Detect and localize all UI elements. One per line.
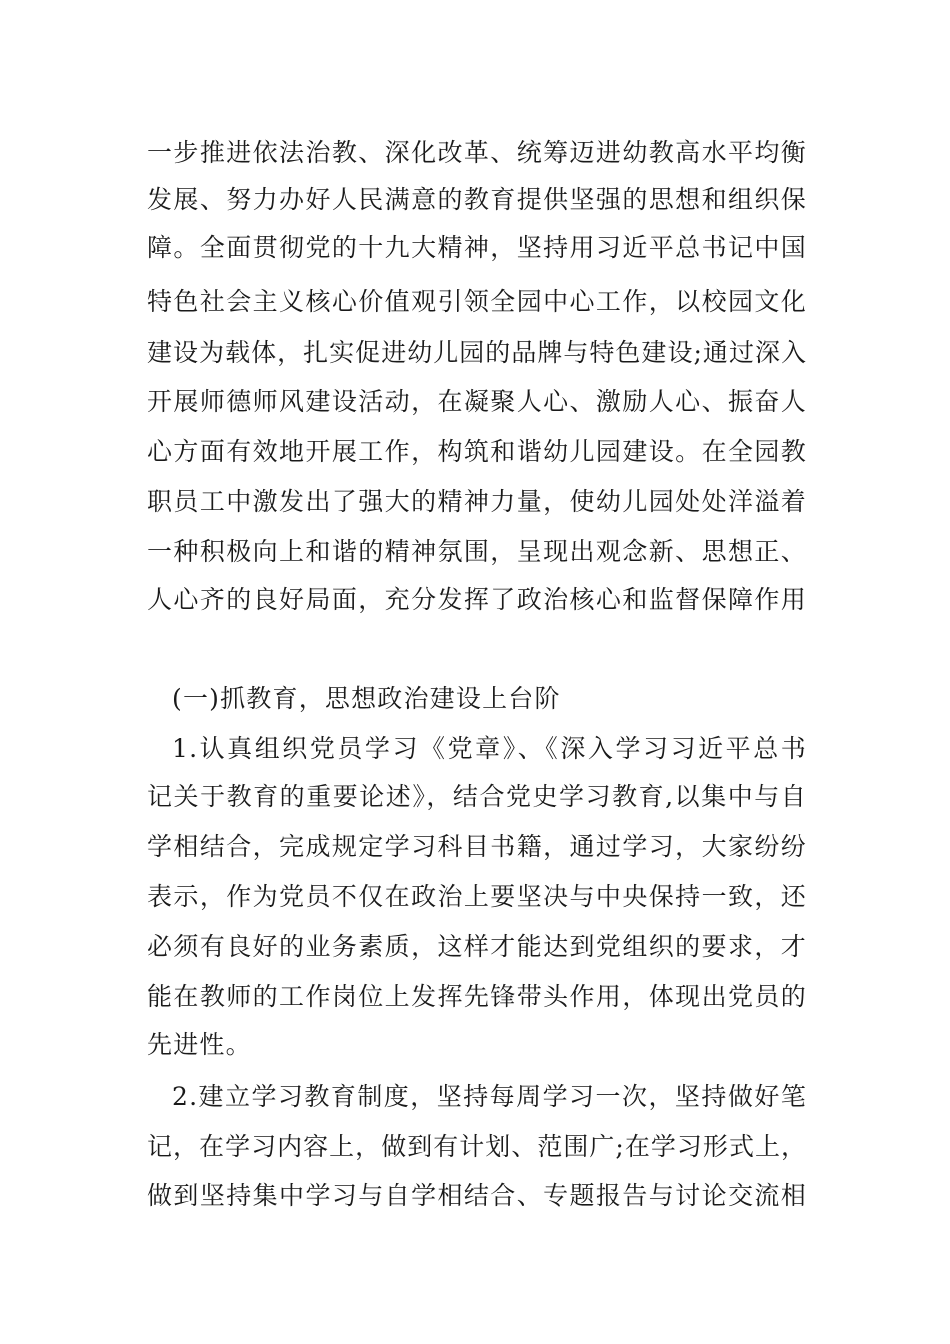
paragraph-line: 发展、努力办好人民满意的教育提供坚强的思想和组织保 [147,185,807,214]
paragraph-line: 心方面有效地开展工作，构筑和谐幼儿园建设。在全园教 [147,437,807,466]
paragraph-line: 能在教师的工作岗位上发挥先锋带头作用，体现出党员的 [147,982,807,1011]
paragraph-line: 先进性。 [147,1030,252,1059]
paragraph-line: 特色社会主义核心价值观引领全园中心工作，以校园文化 [147,287,807,316]
paragraph-line: 开展师德师风建设活动，在凝聚人心、激励人心、振奋人 [147,387,807,416]
paragraph-line: 建设为载体，扎实促进幼儿园的品牌与特色建设;通过深入 [147,338,807,367]
paragraph-line: 障。全面贯彻党的十九大精神，坚持用习近平总书记中国 [147,233,807,262]
paragraph-line: 必须有良好的业务素质，这样才能达到党组织的要求，才 [147,932,807,961]
paragraph-line: 一步推进依法治教、深化改革、统筹迈进幼教高水平均衡 [147,138,807,167]
paragraph-line: 2.建立学习教育制度，坚持每周学习一次，坚持做好笔 [172,1082,807,1111]
paragraph-line: 做到坚持集中学习与自学相结合、专题报告与讨论交流相 [147,1181,807,1210]
paragraph-line: 1.认真组织党员学习《党章》、《深入学习习近平总书 [172,734,807,763]
paragraph-line: 一种积极向上和谐的精神氛围，呈现出观念新、思想正、 [147,537,807,566]
paragraph-line: 职员工中激发出了强大的精神力量，使幼儿园处处洋溢着 [147,487,807,516]
paragraph-line: 学相结合，完成规定学习科目书籍，通过学习，大家纷纷 [147,832,807,861]
paragraph-line: 表示，作为党员不仅在政治上要坚决与中央保持一致，还 [147,882,807,911]
section-heading: (一)抓教育，思想政治建设上台阶 [172,684,561,713]
paragraph-line: 记，在学习内容上，做到有计划、范围广;在学习形式上， [147,1132,807,1161]
paragraph-line: 人心齐的良好局面，充分发挥了政治核心和监督保障作用 [147,585,807,614]
paragraph-line: 记关于教育的重要论述》，结合党史学习教育,以集中与自 [147,782,807,811]
